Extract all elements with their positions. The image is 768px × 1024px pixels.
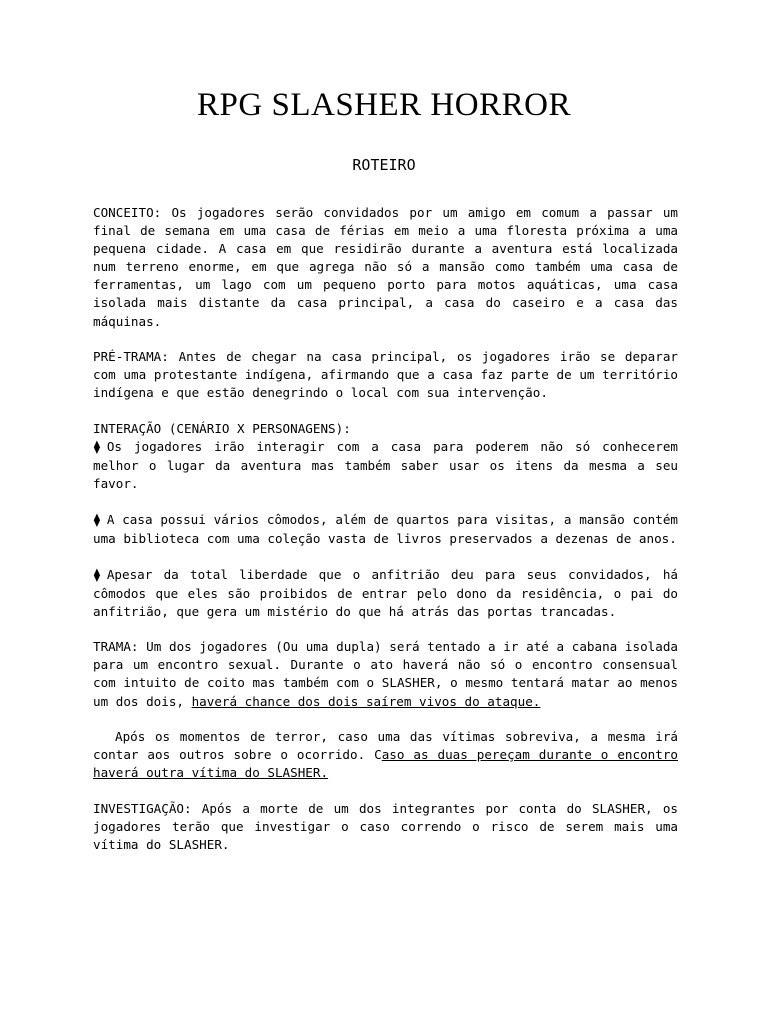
interacao-heading: INTERAÇÃO (CENÁRIO X PERSONAGENS):: [93, 420, 351, 436]
pretrama-text: Antes de chegar na casa principal, os jogadores irão se deparar com uma protestante indígena, afirmando que a casa faz parte de um território indígena e que estão denegrindo o local com sua intervenção.: [93, 349, 678, 401]
conceito-paragraph: [93, 204, 678, 331]
diamond-bullet-icon: ⧫: [93, 440, 101, 456]
aposmomentos-text: Após os momentos de terror, caso uma das vítimas sobreviva, a mesma irá contar aos outros sobre o ocorrido. C: [93, 729, 678, 763]
conceito-label: CONCEITO:: [93, 205, 162, 220]
investigacao-label: INVESTIGAÇÃO:: [93, 800, 192, 816]
trama-text: Um dos jogadores (Ou uma dupla) será tentado a ir até a cabana isolada para um encontro sexual. Durante o ato haverá não só o encontro consensual com intuito de coito mas também com o SLASHER, o mesmo tentará matar ao menos um dos dois,: [93, 639, 678, 709]
trama-underlined-text: haverá chance dos dois saírem vivos do ataque.: [191, 693, 541, 709]
trama-label: TRAMA:: [93, 639, 139, 655]
bullet-text: Os jogadores irão interagir com a casa para poderem não só conhecerem melhor o lugar da aventura mas também saber usar os itens da mesma a seu favor.: [93, 439, 678, 492]
investigacao-paragraph: [93, 800, 678, 854]
conceito-text: Os jogadores serão convidados por um amigo em comum a passar um final de semana em uma casa de férias em meio a uma floresta próxima a uma pequena cidade. A casa em que residirão durante a aventura está localizada num terreno enorme, em que agrega não só a mansão como também uma casa de ferramentas, um lago com um pequeno porto para motos aquáticas, uma casa isolada mais distante da casa principal, a casa do caseiro e a casa das máquinas.: [93, 205, 678, 329]
investigacao-text: Após a morte de um dos integrantes por conta do SLASHER, os jogadores terão que investigar o caso correndo o risco de serem mais uma vítima do SLASHER.: [93, 800, 678, 853]
bullet-text: A casa possui vários cômodos, além de quartos para visitas, a mansão contém uma biblioteca com uma coleção vasta de livros preservados a dezenas de anos.: [93, 511, 678, 546]
pretrama-paragraph: [93, 348, 678, 402]
interacao-bullet-item: [93, 438, 678, 493]
diamond-bullet-icon: ⧫: [93, 512, 101, 528]
document-body: [93, 204, 678, 872]
aposmomentos-underlined-text: aso as duas pereçam durante o encontro haverá outra vítima do SLASHER.: [93, 747, 678, 781]
document-subtitle: ROTEIRO: [352, 156, 416, 174]
interacao-bullet-item: [93, 566, 678, 621]
document-title: RPG SLASHER HORROR: [197, 87, 571, 123]
bullet-text: Apesar da total liberdade que o anfitrião deu para seus convidados, há cômodos que eles são proibidos de entrar pelo dono da residência, o pai do anfitrião, que gera um mistério do que há atrás das portas trancadas.: [93, 566, 678, 619]
pretrama-label: PRÉ-TRAMA:: [93, 349, 169, 365]
interacao-bullet-item: [93, 511, 678, 548]
aposmomentos-paragraph: [93, 728, 678, 782]
diamond-bullet-icon: ⧫: [93, 567, 101, 583]
trama-paragraph: [93, 638, 678, 710]
